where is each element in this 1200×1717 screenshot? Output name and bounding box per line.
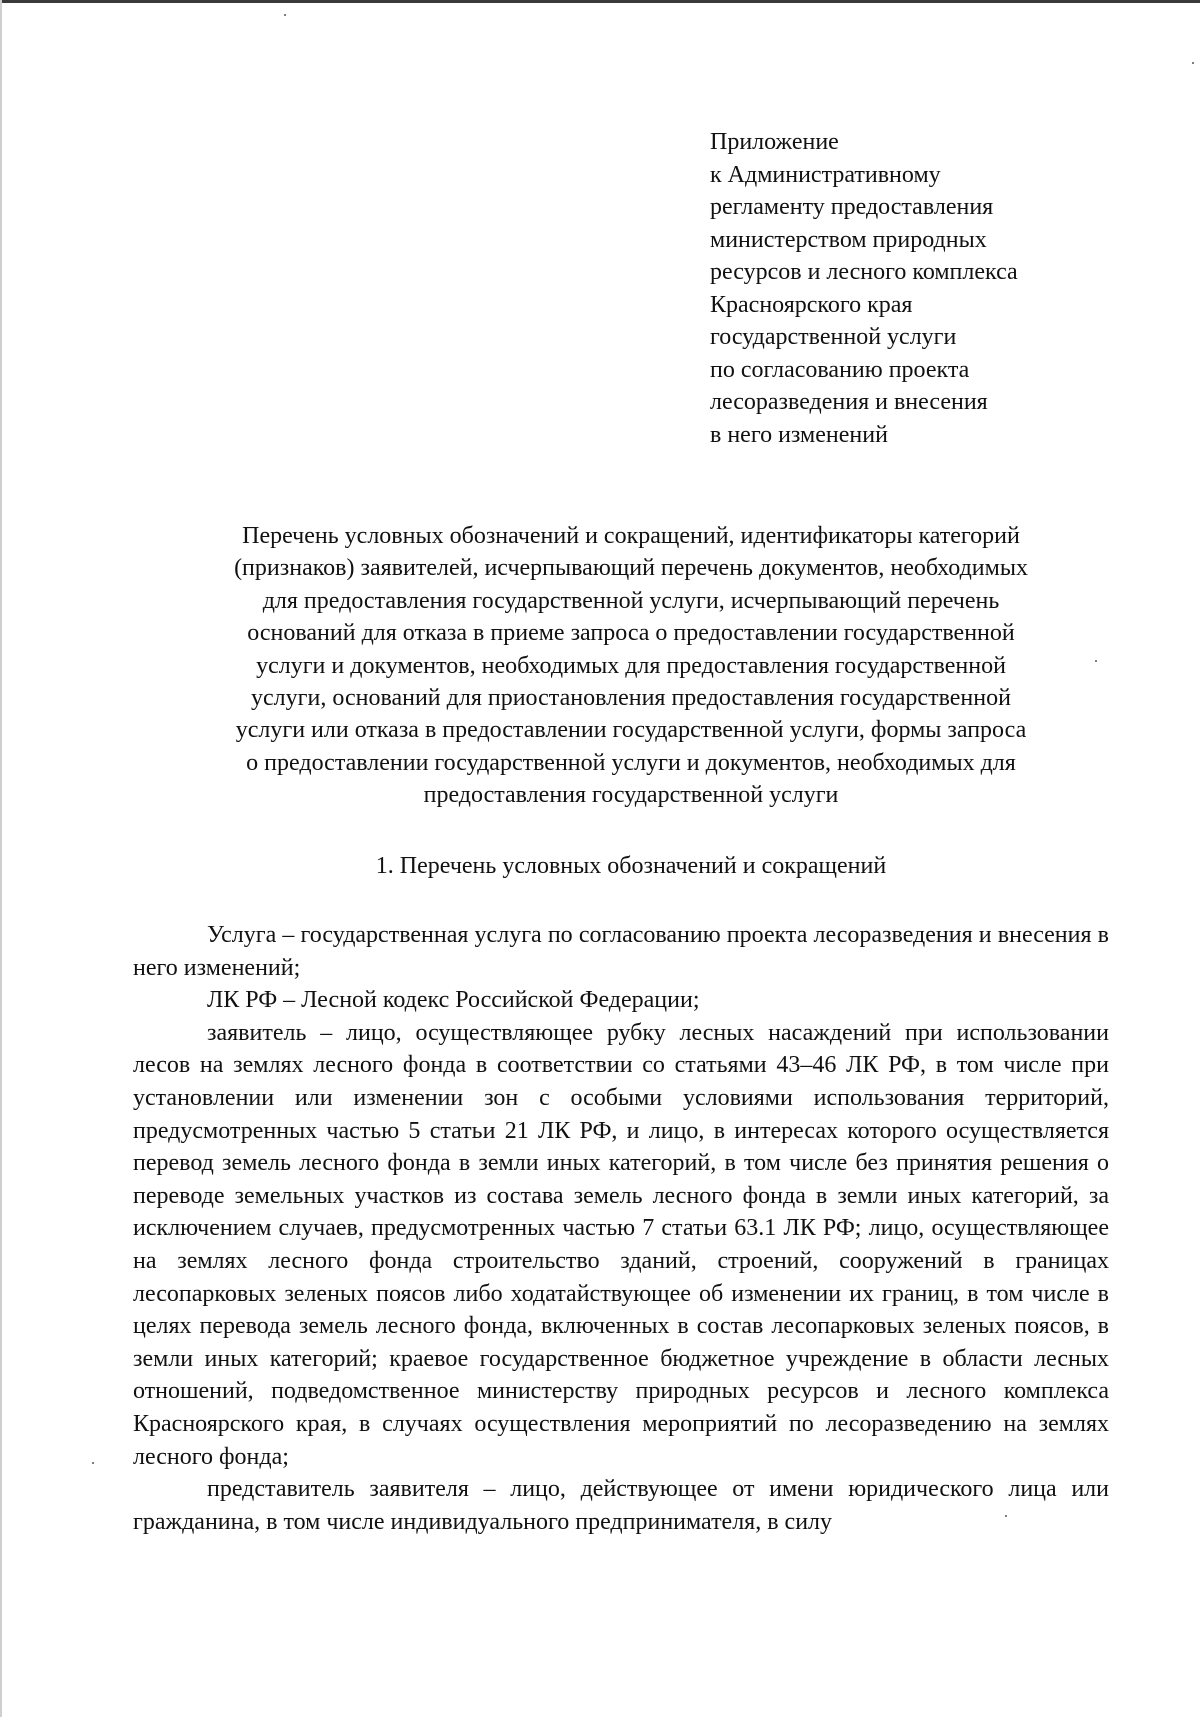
appendix-header [710,126,1150,451]
title-line: услуги или отказа в предоставлении государственной услуги, формы запроса [235,717,1027,744]
title-line: о предоставлении государственной услуги и документов, необходимых для [246,749,1016,776]
title-line: для предоставления государственной услуги, исчерпывающий перечень [262,587,1000,614]
section-heading: 1. Перечень условных обозначений и сокращений [375,853,887,879]
appendix-line: государственной услуги [710,324,957,350]
appendix-line: по согласованию проекта [710,356,970,383]
left-scan-edge [0,0,2,1717]
definition-paragraph-lk-rf: ЛК РФ – Лесной кодекс Российской Федерации; [207,987,700,1014]
section-body [133,919,1109,1538]
definition-paragraph-applicant: заявитель – лицо, осуществляющее рубку лесных насаждений при использовании лесов на землях лесного фонда в соответствии со статьями 43–46 ЛК РФ, в том числе при установлении или изменении зон с особыми условиями использования территорий, предусмотренных частью 5 статьи 21 ЛК РФ, и лицо, в интересах которого осуществляется перевод земель лесного фонда в земли иных категорий, в том числе без принятия решения о переводе земельных участков из состава земель лесного фонда в земли иных категорий, за исключением случаев, предусмотренных частью 7 статьи 63.1 ЛК РФ; лицо, осуществляющее на землях лесного фонда строительство зданий, строений, сооружений в границах лесопарковых зеленых поясов либо ходатайствующее об изменении их границ, в том числе в целях перевода земель лесного фонда, включенных в состав лесопарковых зеленых поясов, в земли иных категорий; краевое государственное бюджетное учреждение в области лесных отношений, подведомственное министерству природных ресурсов и лесного комплекса Красноярского края, в случаях осуществления мероприятий по лесоразведению на землях лесного фонда; [133,1019,1109,1470]
appendix-line: лесоразведения и внесения [710,389,988,415]
appendix-line: к Административному [710,161,941,188]
appendix-line: ресурсов и лесного комплекса [710,259,1018,285]
document-title [120,520,1142,812]
appendix-line: Приложение [710,129,839,155]
scan-speck [284,14,286,16]
appendix-line: в него изменений [710,421,888,448]
appendix-line: Красноярского края [710,291,913,318]
definition-paragraph-representative: представитель заявителя – лицо, действующее от имени юридического лица или гражданина, в том числе индивидуального предпринимателя, в силу [133,1476,1109,1535]
title-line: Перечень условных обозначений и сокращений, идентификаторы категорий [242,523,1020,549]
top-scan-edge [0,0,1200,3]
title-line: услуги и документов, необходимых для предоставления государственной [256,652,1006,679]
title-line: предоставления государственной услуги [423,782,839,809]
appendix-line: регламенту предоставления [710,194,994,220]
title-line: оснований для отказа в приеме запроса о предоставлении государственной [247,620,1015,647]
appendix-line: министерством природных [710,226,987,253]
scan-speck [92,1462,94,1464]
title-line: услуги, оснований для приостановления предоставления государственной [251,685,1011,712]
title-line: (признаков) заявителей, исчерпывающий перечень документов, необходимых [234,555,1028,582]
scan-speck [1192,62,1194,64]
definition-paragraph-service: Услуга – государственная услуга по согласованию проекта лесоразведения и внесения в него изменений; [133,922,1109,981]
